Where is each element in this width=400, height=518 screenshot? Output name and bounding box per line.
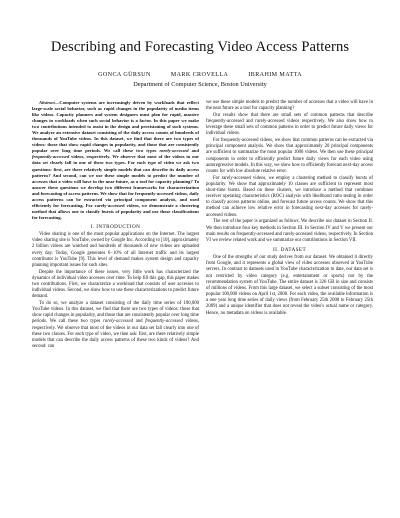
abstract-term: rarely-accessed — [159, 148, 189, 154]
paragraph: Our results show that there are small sets of common patterns that describe frequently-accessed and rarely-accessed videos respectively. We also show how to leverage these small sets of common patterns in order to predict future daily views for individual videos. — [206, 112, 373, 137]
paragraph: The rest of the paper is organized as follows. We describe our dataset in Section II. We then introduce four key methods in Section III. In Section IV and V we present our main results on frequently-accessed and rarely-accessed videos, respectively. In Section VI we review related work and we summarize our contributions in Section VII. — [206, 219, 373, 243]
author-list — [0, 72, 400, 78]
paragraph: we use these simple models to predict the number of accesses that a video will have in the near future as a tool for capacity planning? — [206, 100, 373, 112]
author-name: IBRAHIM MATTA — [248, 72, 302, 78]
paragraph: Despite the importance of these issues, very little work has characterized the dynamics of individual video accesses over time. To help fill this gap, this paper makes two contributions. First, we characterize a workload that consists of user accesses to individual videos. Second, we show how to use these characterizations to predict future demand. — [32, 269, 199, 300]
abstract — [32, 100, 199, 221]
paragraph: One of the strengths of our study derives from our dataset. We obtained it directly from Google, and it represents a global view of video accesses observed at YouTube servers. In contrast to datasets used in YouTube characterization to date, our data set is not restricted by video category (e.g. entertainment or sports) nor by the recommendation system of YouTube. The entire dataset is 326 GB in size and consists of millions of videos. From this large dataset, we select a subset consisting of the most popular 100,000 videos on April 1st, 2008. For each video, the available information is a one year long time series of daily views (from February 25th 2008 to February 25th 2009) and a unique identifier that does not reveal the video's actual name or category. Hence, no metadata on videos is available. — [206, 255, 373, 316]
paragraph: For rarely-accessed videos, we employ a clustering method to classify bursts of popularity. We show that approximately 10 classes are sufficient to represent most short-time bursts. Based on these clusters, we introduce a method that combines receiver operating characteristics (ROC) analysis with likelihood ratio testing in order to classify access patterns online, and forecast future access counts. We show that this method can achieve low relative error in forecasting next-day accesses for rarely-accessed videos. — [206, 175, 373, 218]
abstract-text: and — [188, 148, 199, 154]
abstract-text: videos, respectively. We observe that most of the videos in our data set clearly fall in one of these two types. For each type of video we ask two questions: first, are there relatively simple models that can describe its daily access patterns? And second, can we use these simple models to predict the number of accesses that a video will have in the near future, as a tool for capacity planning? To answer these questions we develop two different frameworks for characterization and forecasting of access patterns. We show that for frequently-accessed videos, daily access patterns can be extracted via principal component analysis, and used efficiently for forecasting. For rarely-accessed videos, we demonstrate a clustering method that allows one to classify bursts of popularity and use those classifications for forecasting. — [32, 154, 199, 220]
paragraph: For frequently-accessed videos, we show that common patterns can be extracted via principal component analysis. We show that approximately 20 principal components are sufficient to summarize the most popular 1000 videos. We then use these principal components in order to efficiently predict future daily views for each video using autoregressive models. In this way, we show how to efficiently forecast next-day access counts for with low absolute relative error. — [206, 138, 373, 174]
paragraph-text: videos, respectively. We observe that most of the videos in our data set fall clearly into one of these two classes. For each type of video, we then ask: first, are there relatively simple models that can describe the daily access patterns of these two kinds of videos? And second: can — [32, 319, 199, 350]
paper-title: Describing and Forecasting Video Access Patterns — [50, 39, 350, 55]
section-heading: II. DATASET — [272, 246, 307, 253]
paragraph: Video sharing is one of the most popular applications on the Internet. The largest video sharing site is YouTube, owned by Google Inc. According to [10], approximately 2 billion videos are watched and hundreds of thousands of new videos are uploaded every day. Today, Google generates 6−10% of all Internet traffic and its largest contributor is YouTube [9]. This level of demand makes system design and capacity planning important issues for such sites. — [32, 232, 199, 268]
abstract-lead: Abstract — [39, 100, 55, 105]
term: rarely-accessed — [103, 319, 133, 325]
affiliation: Department of Computer Science, Boston University — [133, 81, 267, 88]
abstract-text: —Computer systems are increasingly driven by workloads that reflect large-scale social behavior, such as rapid changes in the popularity of media items like videos. Capacity planners and system designers must plan for rapid, massive changes in workloads when such social behavior is a factor. In this paper we make two contributions intended to assist in the design and provisioning of such systems. We analyze an extensive dataset consisting of the daily access counts of hundreds of thousands of YouTube videos. In this dataset, we find that there are two types of videos: those that show rapid changes in popularity, and those that are consistently popular over long time periods. We call these two types — [32, 100, 199, 154]
abstract-term: frequently-accessed — [32, 154, 70, 160]
paragraph — [32, 301, 199, 350]
section-heading: I. INTRODUCTION — [90, 223, 141, 230]
author-name: MARK CROVELLA — [170, 72, 229, 78]
author-name: GONCA GÜRSUN — [98, 72, 151, 78]
term: frequently-accessed — [145, 319, 183, 325]
paragraph-text: To do so, we analyze a dataset consisting of the daily time series of 100,000 YouTube videos. In this dataset, we find that there are two types of videos: those that show rapid changes in popularity, and those that are consistently popular over long time periods. We call these two types — [32, 301, 199, 325]
right-column — [206, 100, 373, 317]
paragraph-text: and — [132, 319, 146, 325]
left-column — [32, 100, 199, 350]
